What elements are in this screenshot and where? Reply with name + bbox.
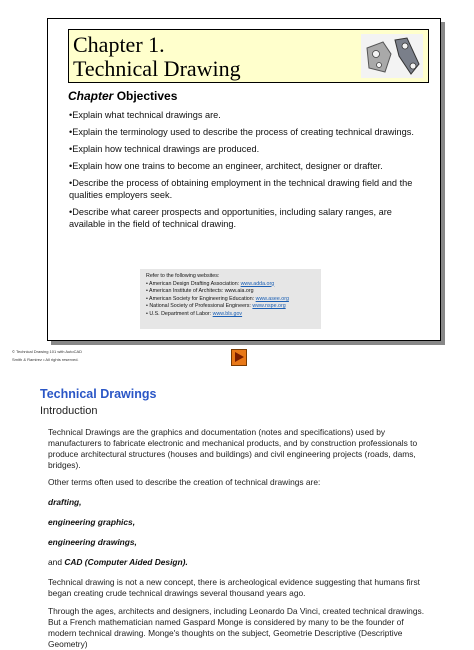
objective-item: •Explain how technical drawings are produced. bbox=[69, 144, 260, 154]
ref-label: • U.S. Department of Labor: bbox=[146, 310, 212, 317]
slide-panel bbox=[47, 18, 441, 341]
reference-websites-box bbox=[140, 269, 321, 329]
ref-item bbox=[146, 281, 315, 289]
term-drafting: drafting, bbox=[48, 497, 82, 507]
ref-label: • American Design Drafting Association: bbox=[146, 280, 240, 287]
objectives-list bbox=[69, 109, 419, 235]
term-engineering-drawings: engineering drawings, bbox=[48, 537, 137, 547]
objectives-prefix: Chapter bbox=[68, 89, 114, 103]
copyright-line1: © Technical Drawing 101 with AutoCAD bbox=[12, 349, 83, 354]
slide-title-box bbox=[68, 29, 429, 83]
ref-item bbox=[146, 296, 315, 304]
ref-item bbox=[146, 288, 315, 296]
document-heading: Technical Drawings bbox=[40, 387, 157, 401]
term-cad bbox=[48, 557, 188, 567]
ref-link-asee[interactable]: www.asee.org bbox=[255, 295, 289, 302]
paragraph-intro: Technical Drawings are the graphics and documentation (notes and specifications) used by manufacturers to fabricate electronic and mechanical products, and by construction professionals to produce architectural structures (houses and buildings) and civil engineering projects (roads, dams, bridges). bbox=[48, 427, 418, 470]
objective-item: •Explain what technical drawings are. bbox=[69, 110, 221, 120]
next-slide-button[interactable] bbox=[231, 349, 247, 366]
ref-label: • American Society for Engineering Education: bbox=[146, 295, 255, 302]
ref-link-adda[interactable]: www.adda.org bbox=[240, 280, 275, 287]
term-cad-text: CAD (Computer Aided Design). bbox=[64, 557, 188, 567]
slide-title-line2: Technical Drawing bbox=[73, 56, 241, 81]
paragraph-history: Technical drawing is not a new concept, there is archeological evidence suggesting that humans first began creating crude technical drawings several thousand years ago. bbox=[48, 577, 420, 598]
objective-item: •Explain how one trains to become an engineer, architect, designer or drafter. bbox=[69, 161, 383, 171]
copyright-line2: Smith & Ramirez • All rights reserved. bbox=[12, 357, 79, 362]
mechanical-part-image bbox=[361, 34, 423, 78]
document-subheading: Introduction bbox=[40, 405, 98, 417]
term-engineering-graphics: engineering graphics, bbox=[48, 517, 136, 527]
objective-item: •Explain the terminology used to describe the process of creating technical drawings. bbox=[69, 127, 414, 137]
paragraph-terms: Other terms often used to describe the creation of technical drawings are: bbox=[48, 477, 321, 487]
refs-heading: Refer to the following websites: bbox=[146, 273, 220, 279]
ref-item bbox=[146, 303, 315, 311]
term-and: and bbox=[48, 557, 65, 567]
ref-label: • National Society of Professional Engineers: bbox=[146, 303, 251, 310]
play-arrow-icon bbox=[235, 352, 244, 362]
objectives-heading bbox=[68, 89, 177, 103]
objective-item: •Describe the process of obtaining employment in the technical drawing field and the qualities employers seek. bbox=[69, 178, 413, 200]
ref-link-aia[interactable]: www.aia.org bbox=[224, 288, 254, 295]
ref-label: • American Institute of Architects: bbox=[146, 288, 224, 295]
objectives-word: Objectives bbox=[116, 89, 178, 103]
ref-link-nspe[interactable]: www.nspe.org bbox=[252, 303, 286, 310]
ref-link-bls[interactable]: www.bls.gov bbox=[212, 310, 243, 317]
slide-title-line1: Chapter 1. bbox=[73, 32, 165, 57]
paragraph-monge: Through the ages, architects and designers, including Leonardo Da Vinci, created technical drawings. But a French mathematician named Gaspard Monge is considered by many to be the founder of modern technical drawing. Monge's thoughts on the subject, Geometrie Descriptive (Descriptive Geometry) bbox=[48, 606, 425, 649]
objective-item: •Describe what career prospects and opportunities, including salary ranges, are available in the field of technical drawing. bbox=[69, 207, 392, 229]
ref-item bbox=[146, 311, 315, 319]
